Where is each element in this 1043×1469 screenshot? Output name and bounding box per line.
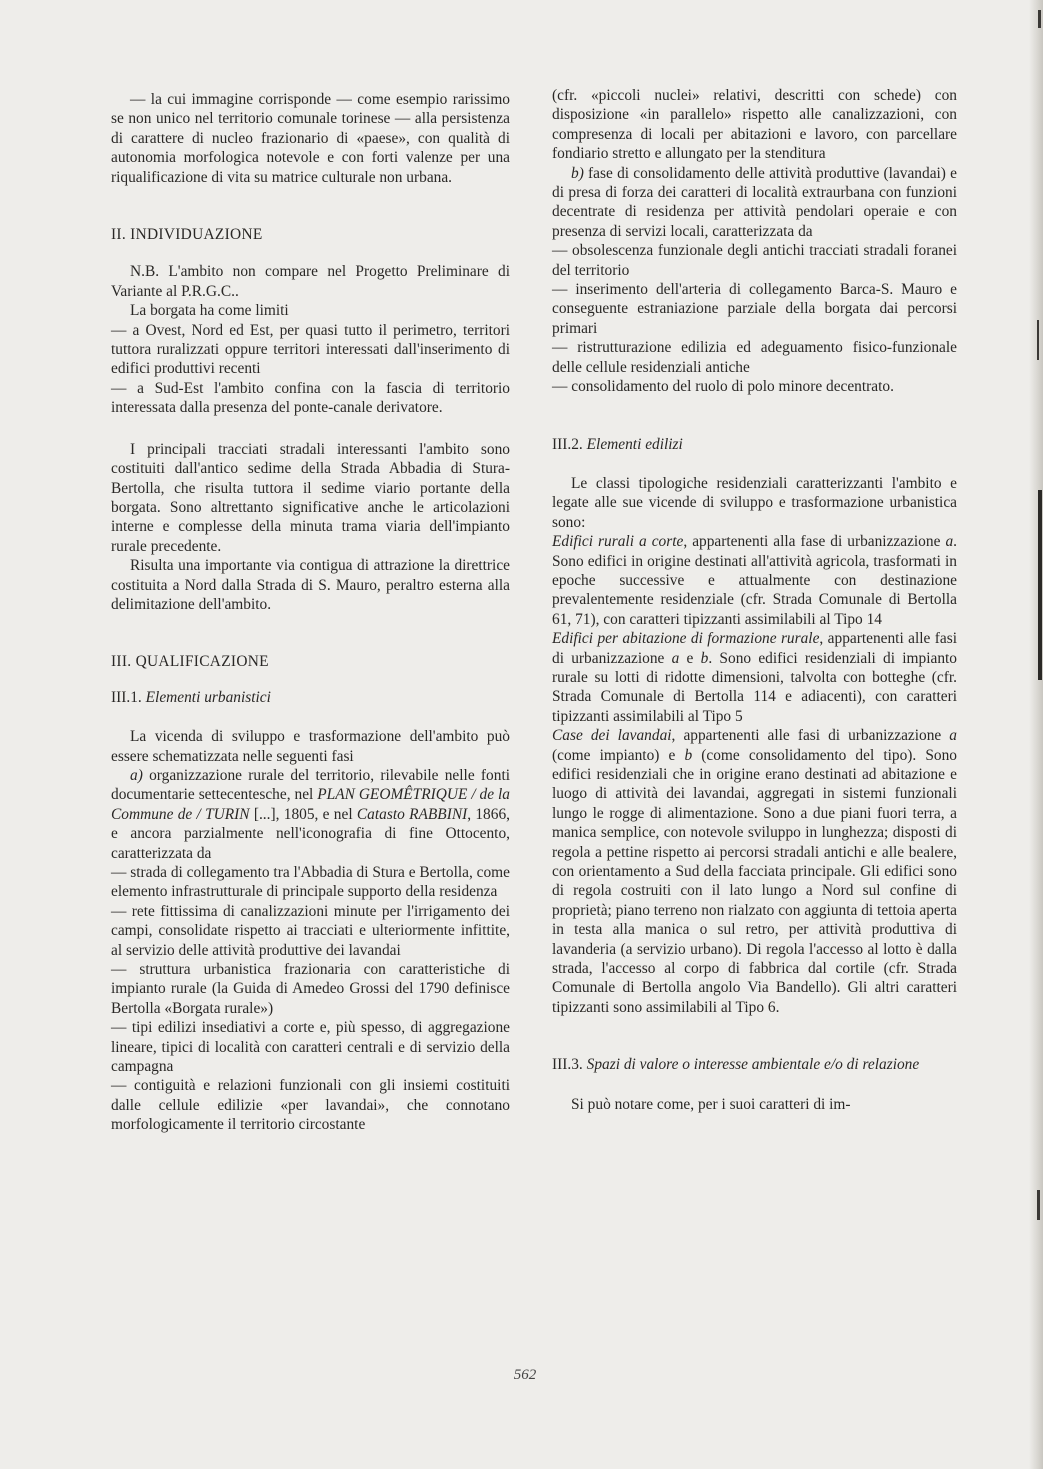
subsection-title: Spazi di valore o interesse ambientale e/o di relazione — [586, 1056, 920, 1074]
list-item-b-1: — obsolescenza funzionale degli antichi tracciati stradali foranei del territorio — [552, 242, 957, 279]
fase-a-text-1: organizzazione rurale del territorio, rilevabile nelle fonti documentarie settecentesche, nel — [111, 766, 510, 804]
fase-a-text-3: , 1866, e ancora parzialmente nell'iconografia di fine Ottocento, caratterizzata da — [111, 805, 510, 862]
case-lavandai-text-1: , appartenenti alle fasi di urbanizzazione — [671, 727, 950, 745]
subsection-number: III.1. — [111, 688, 142, 706]
list-item-b-4: — consolidamento del ruolo di polo minore decentrato. — [552, 378, 894, 396]
case-lavandai-fase-b: b — [684, 746, 693, 764]
list-item-limite-1: — a Ovest, Nord ed Est, per quasi tutto il perimetro, territori tuttora ruralizzati oppure territori interessati dall'inserimento di edifici produttivi recenti — [111, 321, 510, 378]
paragraph-vicenda: La vicenda di sviluppo e trasformazione dell'ambito può essere schematizzata nelle seguenti fasi — [111, 728, 510, 765]
edifici-corte-text-1: , appartenenti alla fase di urbanizzazione — [683, 533, 946, 551]
subsection-heading-3-1 — [111, 688, 510, 707]
paragraph-direttrice: Risulta una importante via contigua di attrazione la direttrice costituita a Nord dalla Strada di S. Mauro, peraltro esterna alla delimitazione dell'ambito. — [111, 557, 510, 613]
edifici-abitazione-fase-b: b — [700, 649, 709, 667]
paragraph-edifici-corte — [552, 532, 957, 629]
edifici-corte-fase-a: a — [945, 533, 954, 551]
edifici-abitazione-fase-a: a — [671, 649, 680, 667]
list-item-a-5: — contiguità e relazioni funzionali con gli insiemi costituiti dalle cellule edilizie «per lavandai», che connotano morfologicamente il territorio circostante — [111, 1077, 510, 1134]
edifici-abitazione-text-2: . Sono edifici residenziali di impianto rurale su lotti di ridotte dimensioni, talvolta con botteghe (cfr. Strada Comunale di Bertolla 114 e adiacenti), con caratteri tipizzanti assimilabili al Tipo 5 — [552, 649, 957, 725]
page-edge-shadow — [1029, 0, 1043, 1469]
section-heading-individuazione: II. INDIVIDUAZIONE — [111, 226, 263, 244]
subsection-title: Elementi edilizi — [586, 435, 683, 453]
paragraph-final: Si può notare come, per i suoi caratteri di im- — [571, 1095, 851, 1113]
list-item-b-2: — inserimento dell'arteria di collegamento Barca-S. Mauro e conseguente estraniazione parziale della borgata dai percorsi primari — [552, 281, 957, 337]
edge-mark — [1038, 490, 1042, 680]
fase-a-letter: a) — [130, 766, 143, 784]
paragraph-nb: N.B. L'ambito non compare nel Progetto Preliminare di Variante al P.R.G.C.. — [111, 263, 510, 300]
list-item-b-3: — ristrutturazione edilizia ed adeguamento fisico-funzionale delle cellule residenziali antiche — [552, 339, 957, 376]
edifici-abitazione-title: Edifici per abitazione di formazione rurale — [552, 630, 820, 648]
subsection-title: Elementi urbanistici — [145, 688, 271, 706]
subsection-number: III.2. — [552, 435, 583, 453]
fase-a-text-2: [...], 1805, e nel — [249, 805, 357, 823]
fase-a-catasto-title: Catasto RABBINI — [356, 805, 468, 823]
paragraph-tracciati: I principali tracciati stradali interessanti l'ambito sono costituiti dall'antico sedime della Strada Abbadia di Stura-Bertolla, che risulta tuttora il sedime viario portante della borgata. Sono altrettanto significative anche le articolazioni interne e complesse della minuta trama viaria dell'impianto rurale precedente. — [111, 440, 510, 555]
subsection-heading-3-2 — [552, 435, 957, 454]
page-number: 562 — [513, 1367, 537, 1383]
edge-mark — [1038, 10, 1041, 28]
list-item-limite-2: — a Sud-Est l'ambito confina con la fascia di territorio interessata dalla presenza del ponte-canale derivatore. — [111, 379, 510, 417]
paragraph-case-lavandai — [552, 726, 957, 1017]
paragraph-limiti: La borgata ha come limiti — [130, 302, 289, 320]
edifici-abitazione-conj: e — [679, 649, 701, 667]
list-item-a-1: — strada di collegamento tra l'Abbadia di Stura e Bertolla, come elemento infrastrutturale di principale supporto della residenza — [111, 864, 510, 901]
section-heading-qualificazione: III. QUALIFICAZIONE — [111, 653, 269, 671]
paragraph-fase-b — [552, 164, 957, 242]
right-column — [552, 86, 957, 1114]
list-item-a-3: — struttura urbanistica frazionaria con caratteristiche di impianto rurale (la Guida di Amedeo Grossi del 1790 definisce Bertolla «Borgata rurale») — [111, 961, 510, 1017]
edifici-corte-text-2: . Sono edifici in origine destinati all'attività agricola, trasformati in epoche successive e attualmente con destinazione prevalentemente residenziale (cfr. Strada Comunale di Bertolla 61, 71), con caratteri tipizzanti assimilabili al Tipo 14 — [552, 533, 957, 628]
fase-b-letter: b) — [571, 164, 584, 182]
paragraph-edifici-abitazione — [552, 629, 957, 726]
paragraph-continuation: (cfr. «piccoli nuclei» relativi, descritti con schede) con disposizione «in parallelo» rispetto alle canalizzazioni, con compresenza di locali per abitazioni e lavoro, con parcellare fondiario stretto e allungato per la stenditura — [552, 87, 957, 163]
left-column — [111, 90, 510, 1135]
subsection-heading-3-3 — [552, 1055, 957, 1074]
case-lavandai-title: Case dei lavandai — [552, 727, 672, 745]
list-item-a-4: — tipi edilizi insediativi a corte e, più spesso, di aggregazione lineare, tipici di località con caratteri centrali e di servizio della campagna — [111, 1019, 510, 1076]
paragraph-classi: Le classi tipologiche residenziali caratterizzanti l'ambito e legate alle sue vicende di sviluppo e trasformazione urbanistica sono: — [552, 474, 957, 531]
paragraph-fase-a — [111, 766, 510, 863]
edifici-abitazione-text-1: , appartenenti alle fasi di urbanizzazione — [552, 630, 957, 667]
paragraph-intro: — la cui immagine corrisponde — come esempio rarissimo se non unico nel territorio comunale torinese — alla persistenza di carattere di nucleo frazionario di «paese», con qualità di autonomia morfologica notevole e con forti valenze per una riqualificazione di vita su matrice culturale non urbana. — [111, 91, 510, 186]
edifici-corte-title: Edifici rurali a corte — [552, 533, 684, 551]
subsection-number: III.3. — [552, 1056, 583, 1074]
fase-a-plan-title: PLAN GEOMÊTRIQUE / de la Commune de / TURIN — [111, 786, 510, 823]
case-lavandai-text-2: (come impianto) e — [552, 746, 685, 764]
case-lavandai-text-3: (come consolidamento del tipo). Sono edifici residenziali che in origine erano destinati ad abitazione e luogo di attività dei lavandai, aggregati in sistemi funzionali lungo le rogge di alimentazione. Sono a due piani fuori terra, a manica semplice, con notevole sviluppo in lunghezza; disposti di regola a pettine rispetto ai percorsi stradali antichi e alle bealere, con orientamento a Sud della facciata principale. Gli edifici sono di regola costruiti con il lato lungo a Nord sul confine di proprietà; piano terreno non rialzato con aggiunta di tettoia aperta in testa alla manica o sul retro, per attività produttiva di lavanderia (a servizio urbano). Di regola l'accesso al lotto è dalla strada, l'accesso al corpo di fabbrica dal cortile (cfr. Strada Comunale di Bertolla angolo Via Bandello). Gli altri caratteri tipizzanti sono assimilabili al Tipo 6. — [552, 746, 957, 1016]
fase-b-text: fase di consolidamento delle attività produttive (lavandai) e di presa di forza dei caratteri di località extraurbana con funzioni decentrate di residenza per attività pendolari operaie e con presenza di servizi locali, caratterizzata da — [552, 164, 957, 240]
edge-mark — [1037, 320, 1039, 360]
edge-mark — [1037, 1190, 1040, 1220]
case-lavandai-fase-a: a — [949, 727, 957, 745]
list-item-a-2: — rete fittissima di canalizzazioni minute per l'irrigamento dei campi, consolidate rispetto ai tracciati e ulteriormente infittite, al servizio delle attività produttive dei lavandai — [111, 902, 510, 959]
